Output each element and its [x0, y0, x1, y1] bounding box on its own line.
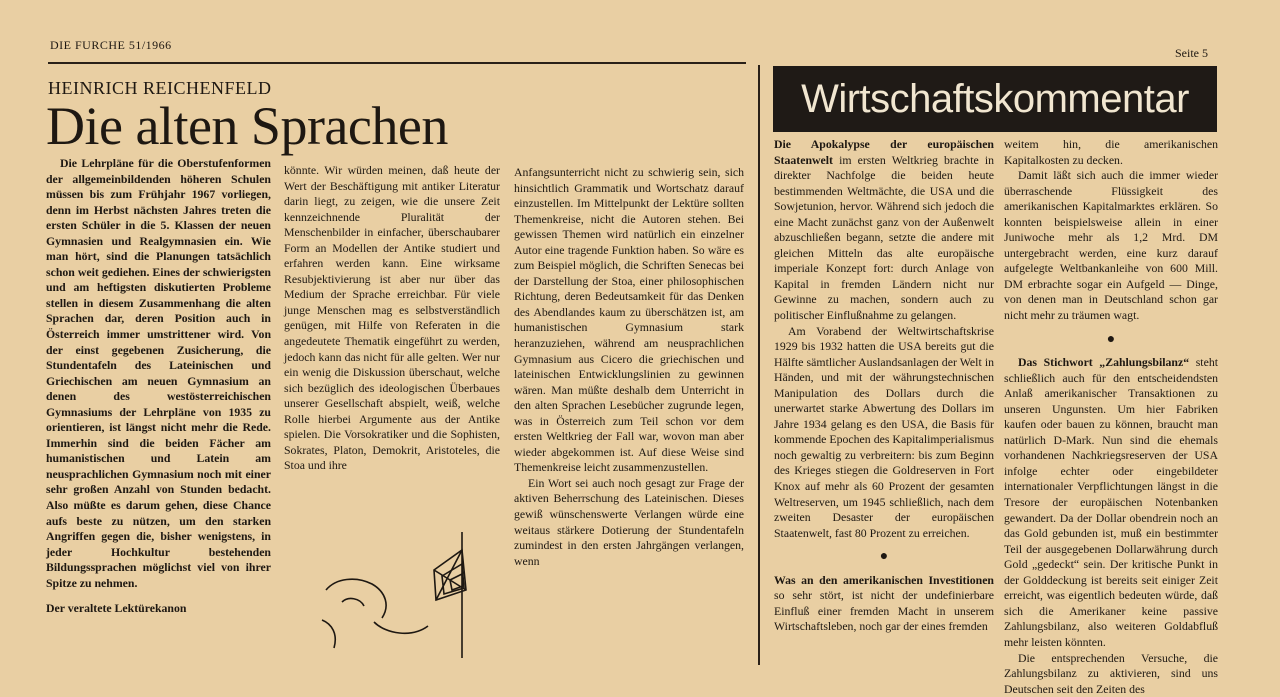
kommentar-paragraph: Die entsprechenden Versuche, die Zahlungsbilanz zu aktivieren, sind uns Deutschen seit den Zeiten des — [1004, 651, 1218, 697]
separator-dot: ● — [774, 549, 994, 565]
paragraph-lead: Die Apokalypse der europäischen Staatenwelt — [774, 137, 994, 167]
paragraph-text: steht schließlich auch für den entscheidendsten Anlaß amerikanischer Transaktionen zu unseren Ungunsten. Um hier Fabriken kaufen oder bauen zu können, braucht man natürlich D-Mark. Nun sind die ehemals vorhandenen Nachkriegsreserven der USA infolge echter oder eingebildeter internationaler Verpflichtungen längst in die Tresore der europäischen Notenbanken gewandert. Da der Dollar obendrein noch an das Gold gebunden ist, muß ein bestimmter Teil der ausgegebenen Dollarwährung durch Gold „gedeckt“ sein. Der kritische Punkt in der Golddeckung ist bereits seit einiger Zeit erreicht, was eigentlich bedeuten würde, daß sich die Amerikaner keine passive Zahlungsbilanz, also weiteren Goldabfluß mehr leisten könnten. — [1004, 355, 1218, 649]
kommentar-paragraph — [774, 137, 994, 324]
kommentar-paragraph: Damit läßt sich auch die immer wieder überraschende Flüssigkeit des amerikanischen Kapitalmarktes erklären. So konnten beispielsweise allein in einer Juniwoche mehr als 1,2 Mrd. DM untergebracht werden, eine kurz darauf aufgelegte Weltbankanleihe von 600 Mill. DM erbrachte sogar ein Aufgeld — Dinge, von denen man in Deutschland schon gar nicht mehr zu träumen wagt. — [1004, 168, 1218, 323]
article-title: Die alten Sprachen — [46, 94, 448, 158]
kommentar-paragraph — [774, 573, 994, 635]
kommentar-paragraph: Am Vorabend der Weltwirtschaftskrise 1929 bis 1932 hatten die USA bereits gut die Hälfte sämtlicher Auslandsanlagen der Welt in Händen, und mit der währungstechnischen Manipulation des Dollars durch die unerwartet starke Abwertung des Dollars im Jahre 1934 gelang es den USA, die Basis für kommende Epochen des Kapitalimperialismus noch gewaltig zu verbreitern: bis zum Beginn des Krieges stiegen die Goldreserven in Fort Knox auf mehr als 60 Prozent der gesamten Weltreserven, um 1945 schließlich, nach dem zweiten Desaster der europäischen Staatenwelt, fast 80 Prozent zu erreichen. — [774, 324, 994, 542]
kommentar-column-1 — [774, 137, 994, 635]
article-subhead: Der veraltete Lektürekanon — [46, 601, 271, 617]
article-column-3 — [514, 165, 744, 569]
section-banner: Wirtschaftskommentar — [773, 66, 1217, 132]
article-author: HEINRICH REICHENFELD — [48, 78, 272, 99]
paragraph-lead: Das Stichwort „Zahlungsbilanz“ — [1018, 355, 1189, 369]
paragraph-lead: Was an den amerikanischen Investitionen — [774, 573, 994, 587]
kommentar-paragraph: weitem hin, die amerikanischen Kapitalkosten zu decken. — [1004, 137, 1218, 168]
article-paragraph: Anfangsunterricht nicht zu schwierig sein, sich hinsichtlich Grammatik und Wortschatz darauf einzustellen. Im Mittelpunkt der Lektüre sollten Themenkreise, nicht die Autoren stehen. Bei gewissen Themen wird natürlich ein einzelner Autor eine tragende Funktion haben. So wäre es zum Beispiel möglich, die Schriften Senecas bei der Darstellung der Stoa, einer philosophischen Richtung, deren Bedeutsamkeit für das Denken des Abendlandes kaum zu überschätzen ist, am humanistischen Gymnasium stark heranzuziehen, während am neusprachlichen Gymnasium aus Cicero die griechischen und lateinischen Entwicklungslinien zu gewinnen wären. Man müßte deshalb dem Unterricht in den alten Sprachen Lesebücher zugrunde legen, was in Österreich zum Teil schon vor dem ersten Weltkrieg der Fall war, wovon man aber wieder abgekommen ist. Auf diese Weise sind Themenkreise leicht zusammenzustellen. — [514, 165, 744, 476]
pen-drawing-illustration — [316, 530, 476, 664]
page-number: Seite 5 — [1175, 46, 1208, 61]
article-column-2 — [284, 163, 500, 474]
article-paragraph: Ein Wort sei auch noch gesagt zur Frage der aktiven Beherrschung des Lateinischen. Dieses gewiß wünschenswerte Verlangen würde eine weitaus stärkere Dotierung der Stundentafeln zumindest in den ersten Jahrgängen verlangen, wenn — [514, 476, 744, 569]
newspaper-masthead: DIE FURCHE 51/1966 — [50, 38, 172, 53]
column-divider — [758, 65, 760, 665]
kommentar-column-2 — [1004, 137, 1218, 697]
header-rule — [48, 62, 746, 64]
article-column-1 — [46, 156, 271, 617]
kommentar-paragraph — [1004, 355, 1218, 650]
article-paragraph: könnte. Wir würden meinen, daß heute der Wert der Beschäftigung mit antiker Literatur darin liegt, zu zeigen, wie die unsere Zeit kennzeichnende Pluralität der Menschenbilder in einfacher, überschaubarer Form an Modellen der Antike studiert und erfahren werden kann. Eine wirksame Resubjektivierung ist aber nur über das Medium der Sprache erreichbar. Für viele junge Menschen mag es selbstverständlich genügen, mit Hilfe von Referaten in die angedeutete Thematik eingeführt zu werden, jedoch kann das nicht für alle gelten. Wer nur ein wenig die Diskussion überschaut, welche sich bezüglich des ideologischen Überbaues unserer Gesellschaft abspielt, weiß, welche Rolle hierbei Argumente aus der Antike spielen. Die Vorsokratiker und die Sophisten, Sokrates, Platon, Demokrit, Aristoteles, die Stoa und ihre — [284, 163, 500, 474]
article-paragraph: Die Lehrpläne für die Oberstufenformen der allgemeinbildenden höheren Schulen müssen bis zum Frühjahr 1967 vorliegen, denn im Herbst nächsten Jahres treten die ersten Schüler in die 5. Klassen der neuen Gymnasien und Realgymnasien ein. Wie man hört, sind die Planungen tatsächlich schon weit gediehen. Eines der schwierigsten und am heftigsten diskutierten Probleme stellen in diesem Zusammenhang die alten Sprachen dar, deren Position auch in Österreich immer umstrittener wird. Von der einst gegebenen Zusicherung, die Stundentafeln des Lateinischen und Griechischen am neuen Gymnasium an denen des westösterreichischen Gymnasiums der Lehrpläne von 1935 zu orientieren, ist längst nicht mehr die Rede. Immerhin sind die beiden Fächer am humanistischen und Latein am neusprachlichen Gymnasium noch mit einer sehr großen Anzahl von Stunden bedacht. Also müßte es darum gehen, diese Chance aufs beste zu nützen, um den starken Angriffen gegen die, bisher wenigstens, in jeder Hochkultur bestehenden Bildungssprachen möglichst viel von ihrer Spitze zu nehmen. — [46, 156, 271, 591]
paragraph-text: so sehr stört, ist nicht der undefinierbare Einfluß einer fremden Macht in unserem Wirtschaftsleben, noch gar der eines fremden — [774, 588, 994, 633]
paragraph-text: im ersten Weltkrieg brachte in direkter Nachfolge die beiden heute bestimmenden Weltmächte, die USA und die Sowjetunion, hervor. Während sich jedoch die eine Macht zunächst ganz von der Außenwelt abzuschließen begann, setzte die andere mit gleichen Mitteln das alte europäische imperiale Konzept fort: durch Anlage von Kapital in fremden Ländern nicht nur Gewinne zu machen, sondern auch zu politischer Einflußnahme zu gelangen. — [774, 153, 994, 322]
separator-dot: ● — [1004, 332, 1218, 348]
